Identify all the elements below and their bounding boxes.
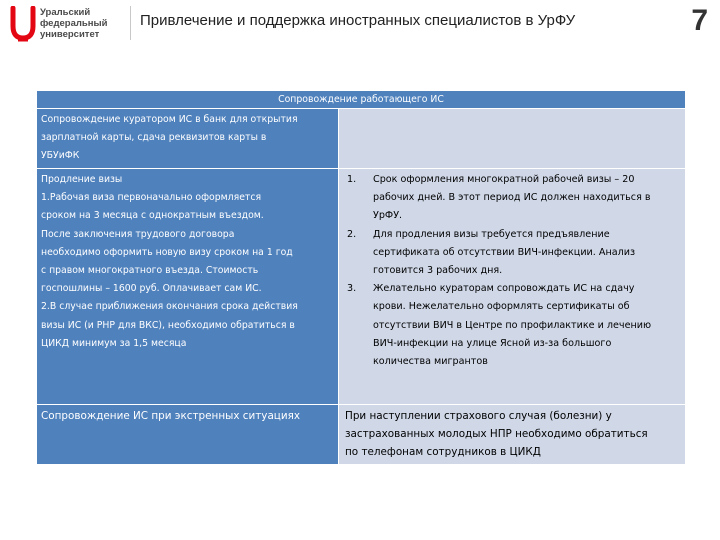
cell-line: 2.В случае приближения окончания срока действия	[41, 301, 298, 313]
cell-line: крови. Нежелательно оформлять сертификаты об	[373, 301, 630, 313]
urfu-logo-icon	[10, 6, 36, 42]
cell-line: При наступлении страхового случая (болезни) у	[345, 410, 612, 422]
cell-line: Срок оформления многократной рабочей визы – 20	[373, 174, 635, 185]
list-item	[347, 171, 679, 226]
header-divider	[130, 6, 131, 40]
logo-line: Уральский	[40, 7, 91, 18]
table-row	[37, 109, 686, 169]
table-header: Сопровождение работающего ИС	[37, 91, 686, 109]
table-row	[37, 405, 686, 465]
cell-line: УрФУ.	[373, 210, 403, 222]
row-label-cell	[37, 405, 339, 465]
list-number: 1.	[347, 174, 357, 185]
row-detail-cell	[339, 169, 686, 405]
list-number: 3.	[347, 283, 357, 295]
urfu-logo	[10, 4, 120, 44]
page-title: Привлечение и поддержка иностранных специалистов в УрФУ	[140, 12, 576, 29]
cell-line: госпошлины – 1600 руб. Оплачивает сам ИС.	[41, 283, 262, 295]
cell-line: визы ИС (и РНР для ВКС), необходимо обратиться в	[41, 319, 295, 331]
cell-line: Для продления визы требуется предъявление	[373, 228, 610, 240]
support-table	[36, 90, 686, 465]
cell-line: рабочих дней. В этот период ИС должен находиться в	[373, 192, 651, 204]
row-label-cell	[37, 109, 339, 169]
logo-line: университет	[40, 29, 100, 40]
cell-line: зарплатной карты, сдача реквизитов карты в	[41, 132, 267, 144]
cell-line: с правом многократного въезда. Стоимость	[41, 265, 259, 277]
row-detail-cell	[339, 405, 686, 465]
logo-line: федеральный	[40, 18, 108, 29]
logo-text	[40, 7, 107, 40]
cell-line: застрахованных молодых НПР необходимо обратиться	[345, 428, 648, 441]
cell-line: сроком на 3 месяца с однократным въездом.	[41, 210, 264, 222]
cell-line: необходимо оформить новую визу сроком на 1 год	[41, 246, 293, 258]
cell-line: Желательно кураторам сопровождать ИС на сдачу	[373, 283, 635, 295]
cell-line: сертификата об отсутствии ВИЧ-инфекции. Анализ	[373, 246, 636, 258]
list-item	[347, 226, 679, 281]
cell-line: Сопровождение куратором ИС в банк для открытия	[41, 114, 298, 125]
row-detail-cell	[339, 109, 686, 169]
list-number: 2.	[347, 228, 357, 240]
row-label-cell	[37, 169, 339, 405]
table-row	[37, 169, 686, 405]
page-number: 7	[691, 4, 708, 37]
cell-line: ВИЧ-инфекции на улице Ясной из-за большого	[373, 337, 612, 349]
visa-notes-list	[347, 171, 679, 371]
cell-line: УБУиФК	[41, 150, 80, 162]
cell-line: по телефонам сотрудников в ЦИКД	[345, 446, 541, 459]
cell-line: Продление визы	[41, 174, 123, 185]
list-item	[347, 280, 679, 371]
cell-line: Сопровождение ИС при экстренных ситуациях	[41, 410, 301, 422]
cell-line: ЦИКД минимум за 1,5 месяца	[41, 337, 187, 349]
cell-line: количества мигрантов	[373, 356, 488, 368]
cell-line: отсутствии ВИЧ в Центре по профилактике и лечению	[373, 319, 652, 331]
cell-line: 1.Рабочая виза первоначально оформляется	[41, 192, 262, 204]
cell-line: готовится 3 рабочих дня.	[373, 265, 503, 277]
cell-line: После заключения трудового договора	[41, 228, 235, 240]
slide-header	[0, 0, 720, 50]
